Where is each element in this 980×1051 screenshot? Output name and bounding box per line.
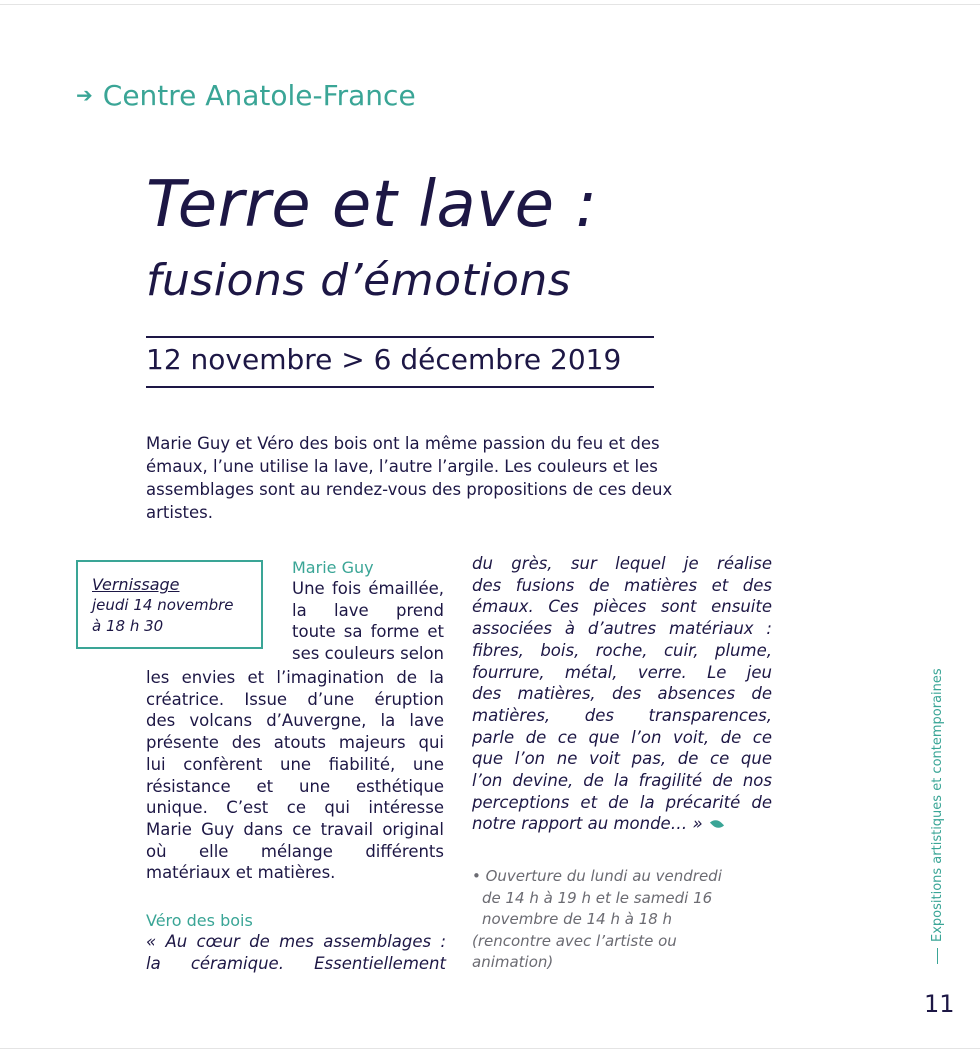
text-line: Une fois émaillée, bbox=[292, 579, 444, 598]
venue-name: Centre Anatole-France bbox=[102, 79, 416, 112]
title-line-1: Terre et lave : bbox=[146, 168, 598, 242]
text-line: fourrure, métal, verre. Le jeu bbox=[472, 662, 772, 682]
section-label bbox=[930, 668, 945, 964]
text-line: toute sa forme et bbox=[292, 622, 444, 642]
text-line: du grès, sur lequel je réalise bbox=[472, 554, 772, 573]
vernissage-title: Vernissage bbox=[92, 575, 180, 594]
text-line: la lave prend bbox=[292, 600, 444, 620]
text-line: lui confèrent une fiabilité, une bbox=[146, 754, 444, 774]
vero-des-bois-quote bbox=[472, 553, 772, 835]
exhibition-dates: 12 novembre > 6 décembre 2019 bbox=[146, 343, 622, 376]
text-line: émaux. Ces pièces sont ensuite bbox=[472, 597, 772, 617]
text-line: perceptions et de la précarité de bbox=[472, 792, 772, 812]
text-line: des volcans d’Auvergne, la lave bbox=[146, 711, 444, 731]
text-line: les envies et l’imagination de la bbox=[146, 668, 444, 687]
page-number: 11 bbox=[924, 990, 955, 1018]
quote-end: notre rapport au monde… » bbox=[472, 814, 703, 834]
info-line: (rencontre avec l’artiste ou bbox=[472, 931, 677, 950]
arrow-right-icon: ➔ bbox=[76, 83, 93, 107]
text-line bbox=[472, 813, 772, 835]
info-line: • Ouverture du lundi au vendredi bbox=[472, 867, 722, 885]
text-line: Marie Guy dans ce travail original bbox=[146, 819, 444, 839]
vero-des-bois-heading: Véro des bois bbox=[146, 911, 253, 930]
info-line: animation) bbox=[472, 953, 554, 971]
marie-guy-heading: Marie Guy bbox=[292, 558, 374, 577]
text-line: fibres, bois, roche, cuir, plume, bbox=[472, 640, 772, 660]
info-line: de 14 h à 19 h et le samedi 16 bbox=[482, 888, 713, 907]
text-line: où elle mélange différents bbox=[146, 841, 444, 861]
venue-heading bbox=[76, 79, 416, 112]
text-line: « Au cœur de mes assemblages : bbox=[146, 932, 446, 951]
vernissage-time: à 18 h 30 bbox=[92, 617, 164, 635]
text-line: associées à d’autres matériaux : bbox=[472, 619, 772, 639]
leaf-icon bbox=[710, 817, 724, 831]
title-line-2: fusions d’émotions bbox=[146, 255, 572, 306]
text-line: résistance et une esthétique bbox=[146, 776, 444, 796]
top-border bbox=[0, 4, 980, 5]
text-line: présente des atouts majeurs qui bbox=[146, 733, 444, 753]
vernissage-box bbox=[76, 560, 263, 649]
text-line: l’on devine, de la fragilité de nos bbox=[472, 771, 772, 791]
vero-des-bois-intro bbox=[146, 910, 446, 974]
marie-guy-narrow bbox=[292, 557, 444, 665]
text-line: unique. C’est ce qui intéresse bbox=[146, 798, 444, 818]
text-line: parle de ce que l’on voit, de ce bbox=[472, 727, 772, 747]
info-line: novembre de 14 h à 18 h bbox=[482, 910, 673, 928]
text-line: des matières, des absences de bbox=[472, 684, 772, 704]
marie-guy-body bbox=[146, 667, 444, 884]
divider-bottom bbox=[146, 386, 654, 388]
text-line: des fusions de matières et des bbox=[472, 575, 772, 595]
divider-top bbox=[146, 336, 654, 338]
bottom-border bbox=[0, 1048, 980, 1049]
vernissage-date: jeudi 14 novembre bbox=[92, 596, 234, 614]
text-line: créatrice. Issue d’une éruption bbox=[146, 689, 444, 709]
text-line: matériaux et matières. bbox=[146, 863, 336, 883]
section-name: Expositions artistiques et contemporaines bbox=[930, 668, 945, 942]
section-dash bbox=[937, 948, 938, 964]
opening-hours bbox=[472, 866, 772, 974]
text-line: ses couleurs selon bbox=[292, 644, 444, 664]
intro-paragraph: Marie Guy et Véro des bois ont la même passion du feu et des émaux, l’une utilise la lave, l’autre l’argile. Les couleurs et les assemblages sont au rendez-vous des propositions de ces deux artistes. bbox=[146, 434, 673, 522]
text-line: la céramique. Essentiellement bbox=[146, 953, 446, 973]
text-line: matières, des transparences, bbox=[472, 705, 772, 725]
text-line: que l’on ne voit pas, de ce que bbox=[472, 749, 772, 769]
